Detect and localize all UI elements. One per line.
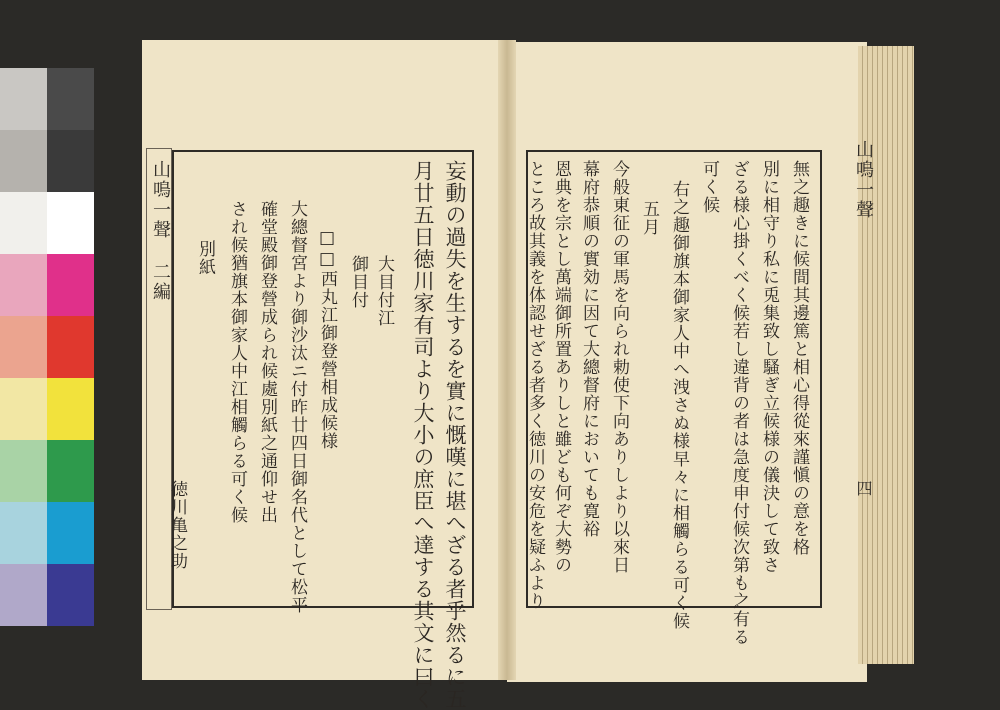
left-column-2: 月廿五日徳川家有司より大小の庶臣へ達する其文に曰く <box>411 160 435 710</box>
color-chip <box>47 254 94 316</box>
right-column-1: 無之趣きに候間其邊篤と相心得從來謹愼の意を格 <box>789 160 809 556</box>
left-column-6: 大總督宮より御沙汰ニ付昨廿四日御名代として松平 <box>287 200 307 614</box>
color-chip <box>0 378 47 440</box>
left-column-1: 妄動の過失を生するを實に慨嘆に堪へざる者乎然るに五 <box>443 160 467 710</box>
color-chip <box>0 254 47 316</box>
right-column-9: 恩典を宗とし萬端御所置ありしと雖ども何ぞ大勢の <box>551 160 571 574</box>
left-column-10: 徳川亀之助 <box>167 480 187 570</box>
right-column-7: 今般東征の軍馬を向られ勅使下向ありしより以來日 <box>609 160 629 574</box>
color-chip <box>0 440 47 502</box>
color-chip <box>47 316 94 378</box>
left-side-volume: 二編 <box>150 262 171 302</box>
left-column-7: 確堂殿御登營成られ候處別紙之通仰せ出 <box>257 200 277 524</box>
right-column-6: 五月 <box>639 200 659 236</box>
left-column-3: 大目付江 <box>374 255 394 327</box>
color-chip <box>0 130 47 192</box>
color-chip <box>0 192 47 254</box>
page-edges <box>858 46 914 664</box>
color-chip <box>0 564 47 626</box>
book-gutter <box>498 40 516 680</box>
color-chip <box>47 68 94 130</box>
color-chip <box>0 502 47 564</box>
color-chip <box>47 378 94 440</box>
right-side-title: 山鳴一聲 <box>853 140 874 220</box>
color-chip <box>47 564 94 626</box>
color-calibration-strip <box>0 68 94 628</box>
right-column-4: 可く候 <box>699 160 719 214</box>
color-chip <box>47 440 94 502</box>
color-chip <box>47 192 94 254</box>
color-chip <box>0 316 47 378</box>
right-column-10: ところ故其義を体認せざる者多く徳川の安危を疑ふより <box>525 160 545 610</box>
left-column-9: 別紙 <box>195 240 215 276</box>
left-column-8: され候猶旗本御家人中江相觸らる可く候 <box>227 200 247 524</box>
right-page-number: 四 <box>854 480 873 496</box>
left-column-4: 御目付 <box>348 255 368 309</box>
right-column-8: 幕府恭順の實効に因て大總督府においても寛裕 <box>579 160 599 538</box>
right-column-2: 別に相守り私に兎集致し騷ぎ立候様の儀決して致さ <box>759 160 779 574</box>
color-chip <box>0 68 47 130</box>
right-column-3: ざる様心掛くべく候若し違背の者は急度申付候次第も之有る <box>729 160 749 646</box>
color-chip <box>47 130 94 192</box>
color-chip <box>47 502 94 564</box>
left-side-title: 山鳴一聲 <box>150 160 171 240</box>
right-column-5: 右之趣御旗本御家人中へ洩さぬ様早々に相觸らる可く候 <box>669 180 689 630</box>
left-column-5: □□西丸江御登營相成候様 <box>317 228 337 450</box>
